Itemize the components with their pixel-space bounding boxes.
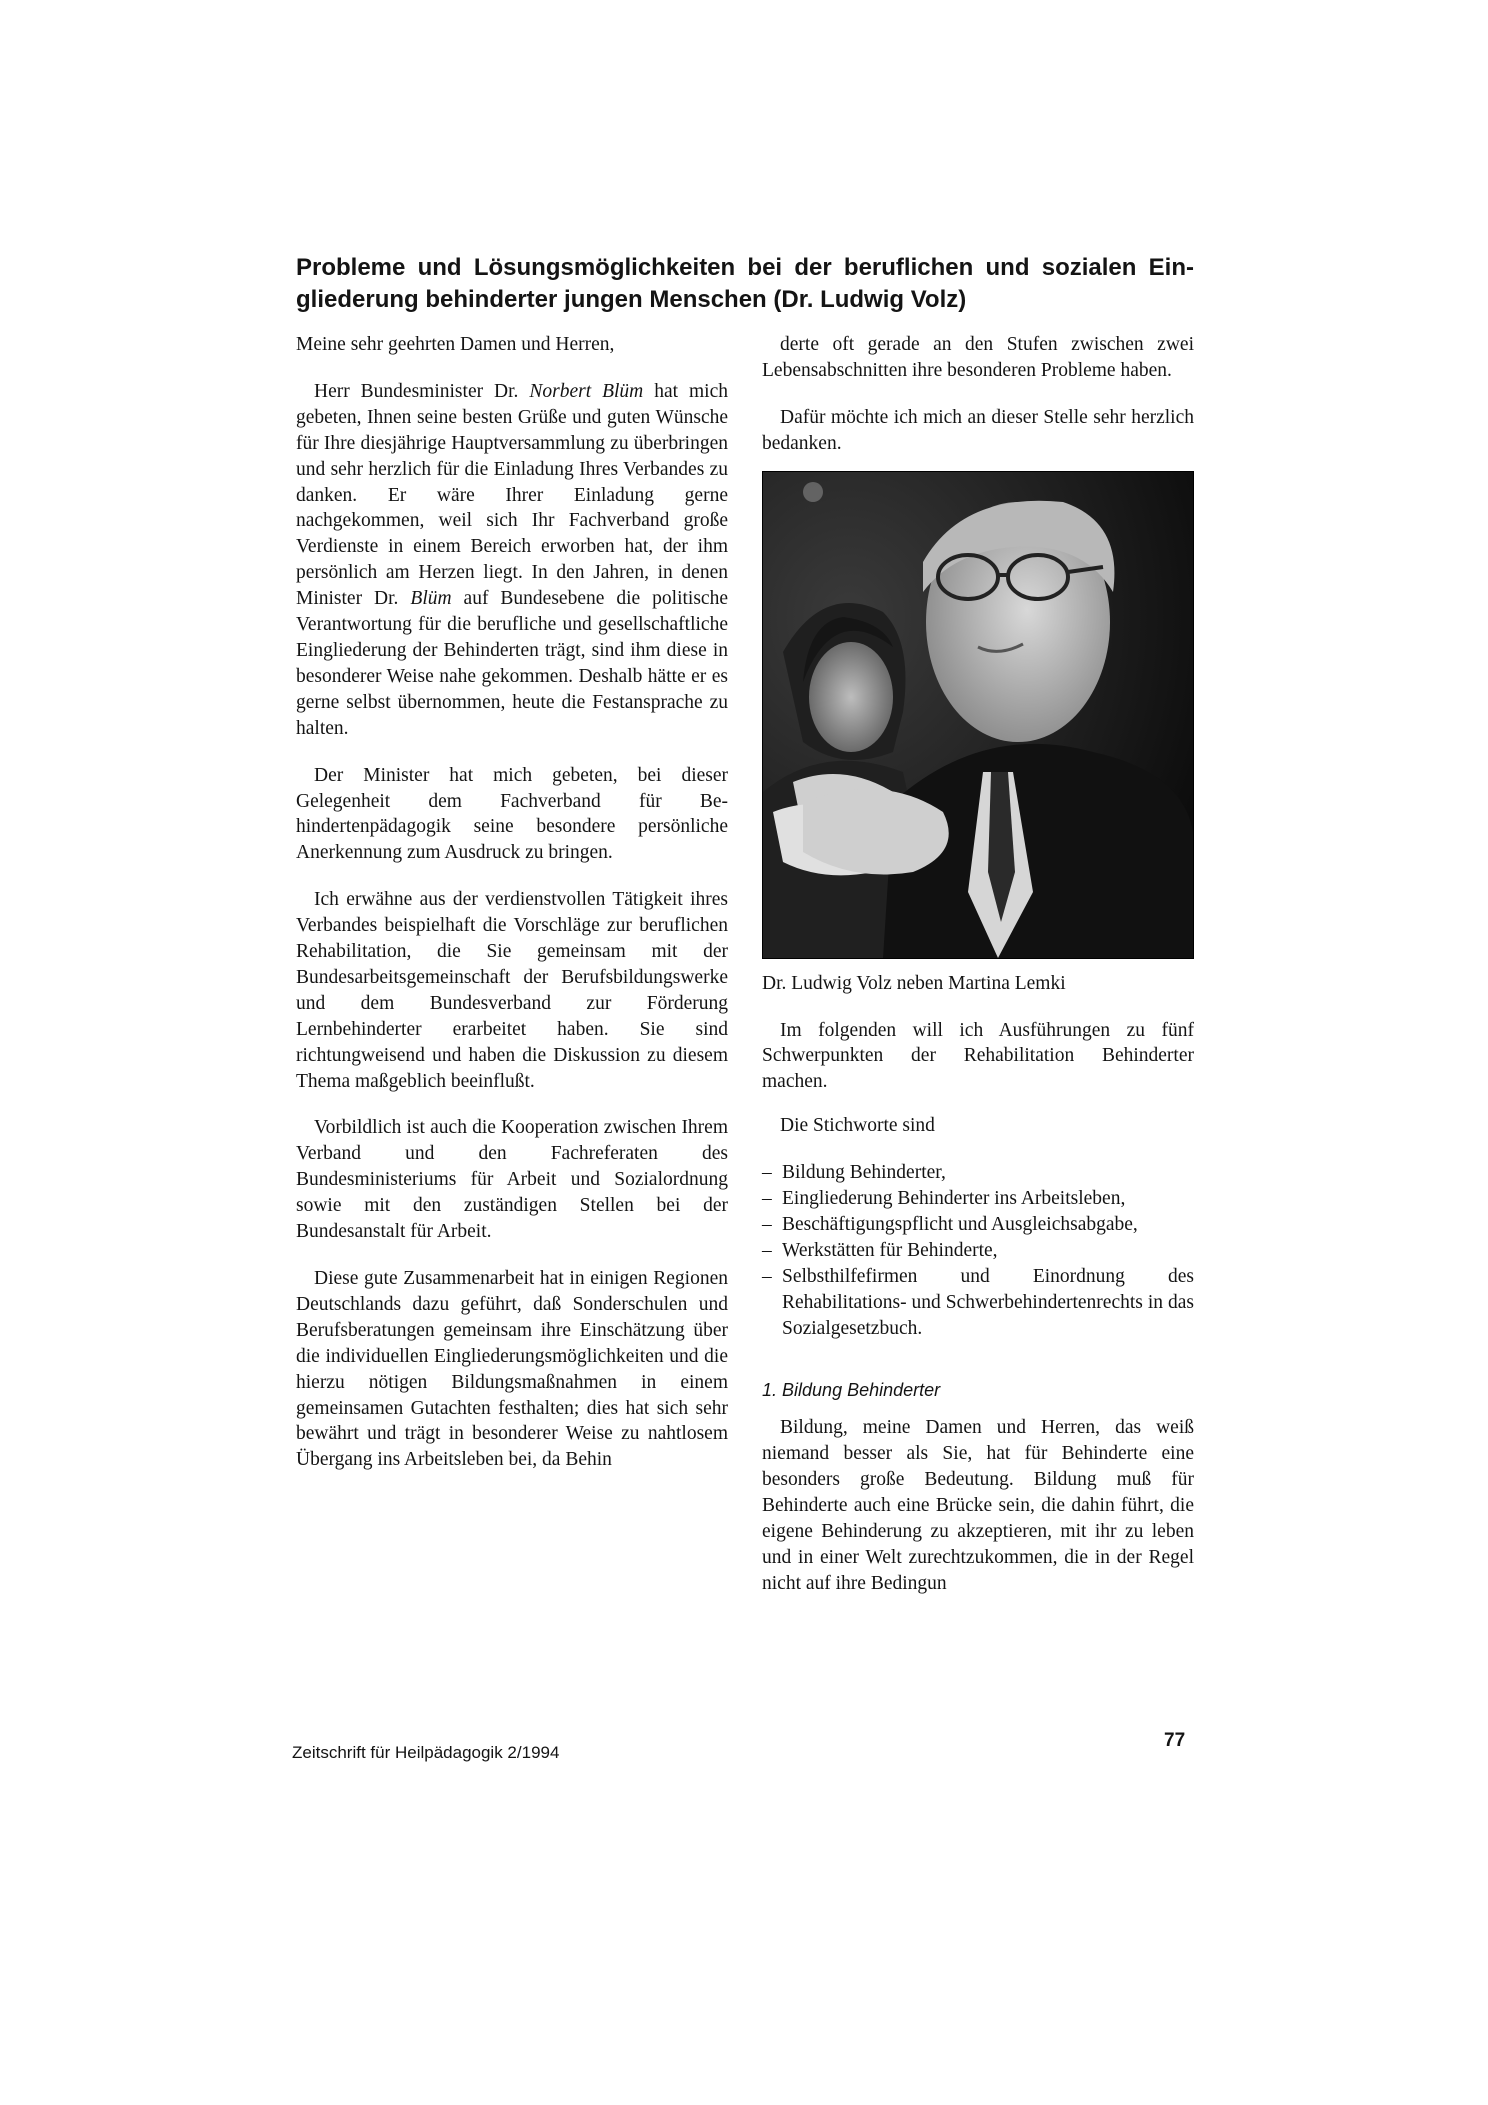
paragraph: Bildung, meine Damen und Herren, das weiß niemand besser als Sie, hat für Behinderte eine besonders große Bedeutung. Bildung muß für Behinderte auch eine Brücke sein, die dahin führt, die eigene Behinderung zu akzeptieren, mit ihr zu leben und in einer Welt zurechtzukommen, die in der Regel nicht auf ihre Bedingun (762, 1417, 1194, 1594)
list-item-text: Selbsthilfefirmen und Einordnung des Rehabilitations- und Schwerbehindertenrechts in das Sozialgesetzbuch. (782, 1265, 1194, 1339)
salutation: Meine sehr geehrten Damen und Herren, (296, 334, 615, 355)
photo (762, 471, 1194, 959)
person-name: Blüm (410, 588, 452, 610)
list-dash: – (762, 1188, 772, 1210)
list-item (762, 1238, 1194, 1264)
list-item (762, 1212, 1194, 1238)
photo-caption: Dr. Ludwig Volz neben Martina Lemki (762, 972, 1066, 994)
list-item (762, 1160, 1194, 1186)
right-column (762, 332, 1194, 1597)
keyword-list (762, 1160, 1194, 1341)
paragraph-text: auf Bundesebene die politische Verantwortung für die berufliche und gesellschaftliche Eingliederung der Behinderten trägt, sind ihm diese in besonderer Weise nahe gekommen. Deshalb hätte er es gerne selbst übernommen, heute die Festansprache zu halten. (296, 588, 728, 739)
list-intro: Die Stichworte sind (780, 1115, 935, 1137)
photo-image (763, 472, 1193, 958)
journal-footer: Zeitschrift für Heilpädagogik 2/1994 (292, 1743, 560, 1762)
section-title: Bildung Behinderter (782, 1379, 941, 1400)
list-item-text: Eingliederung Behinderter ins Arbeitsleben, (782, 1188, 1126, 1210)
list-dash: – (762, 1265, 772, 1287)
person-name: Norbert Blüm (529, 380, 644, 402)
paragraph: Ich erwähne aus der verdienstvollen Tätigkeit ihres Verbandes beispielhaft die Vorschläge zur beruflichen Rehabilitation, die Sie gemeinsam mit der Bundesarbeitsgemeinschaft der Berufsbildungswerke und dem Bundesverband zur Förderung Lernbehinderter erarbeitet haben. Sie sind richtungweisend und haben die Diskussion zu diesem Thema maßgeblich beeinflußt. (296, 889, 728, 1092)
list-item-text: Bildung Behinderter, (782, 1162, 946, 1184)
list-item (762, 1264, 1194, 1342)
list-item-text: Beschäftigungspflicht und Ausgleichsabgabe, (782, 1213, 1138, 1235)
paragraph: Dafür möchte ich mich an dieser Stelle sehr herzlich bedanken. (762, 406, 1194, 454)
list-item (762, 1186, 1194, 1212)
paragraph-text: Herr Bundesminister Dr. (314, 380, 530, 402)
paragraph: Der Minister hat mich gebeten, bei dieser Gelegenheit dem Fachverband für Behindertenpädagogik seine besondere persönliche Anerkennung zum Ausdruck zu bringen. (296, 764, 728, 864)
list-dash: – (762, 1162, 772, 1184)
paragraph: derte oft gerade an den Stufen zwischen zwei Lebensabschnitten ihre besonderen Probleme haben. (762, 334, 1194, 381)
paragraph: Im folgenden will ich Ausführungen zu fünf Schwerpunkten der Rehabilitation Behinderter machen. (762, 1019, 1194, 1093)
paragraph (296, 379, 728, 742)
paragraph: Vorbildlich ist auch die Kooperation zwischen Ihrem Verband und den Fachreferaten des Bundesministeriums für Arbeit und Sozialordnung sowie mit den zuständigen Stellen bei der Bundesanstalt für Arbeit. (296, 1117, 728, 1243)
list-dash: – (762, 1239, 772, 1261)
left-column (296, 332, 728, 1473)
section-heading (762, 1378, 1194, 1404)
list-item-text: Werkstätten für Behinderte, (782, 1239, 998, 1261)
section-number: 1. (762, 1379, 778, 1400)
paragraph: Diese gute Zusammenarbeit hat in einigen Regionen Deutschlands dazu geführt, daß Sonderschulen und Berufsberatungen gemeinsam ihre Einschätzung über die individuellen Eingliederungsmöglichkeiten und die hierzu nötigen Bildungsmaßnahmen in einem gemeinsamen Gutachten festhalten; dies hat sich sehr bewährt und trägt in besonderer Weise zu nahtlosem Übergang ins Arbeitsleben bei, da Behin (296, 1268, 728, 1471)
paragraph-text: hat mich gebeten, Ihnen seine besten Grüße und guten Wünsche für Ihre diesjährige Hauptversammlung zu überbringen und sehr herzlich für die Einladung Ihres Verbandes zu danken. Er wäre Ihrer Einladung gerne nachgekommen, weil sich Ihr Fachverband große Verdienste in einem Bereich erworben hat, der ihm persönlich am Herzen liegt. In den Jahren, in denen Minister Dr. (296, 380, 728, 610)
article-title: Probleme und Lösungsmöglichkeiten bei der beruflichen und sozialen Eingliederung behinderter jungen Menschen (Dr. Ludwig Volz) (296, 254, 1194, 313)
page-number: 77 (1164, 1730, 1186, 1751)
list-dash: – (762, 1213, 772, 1235)
